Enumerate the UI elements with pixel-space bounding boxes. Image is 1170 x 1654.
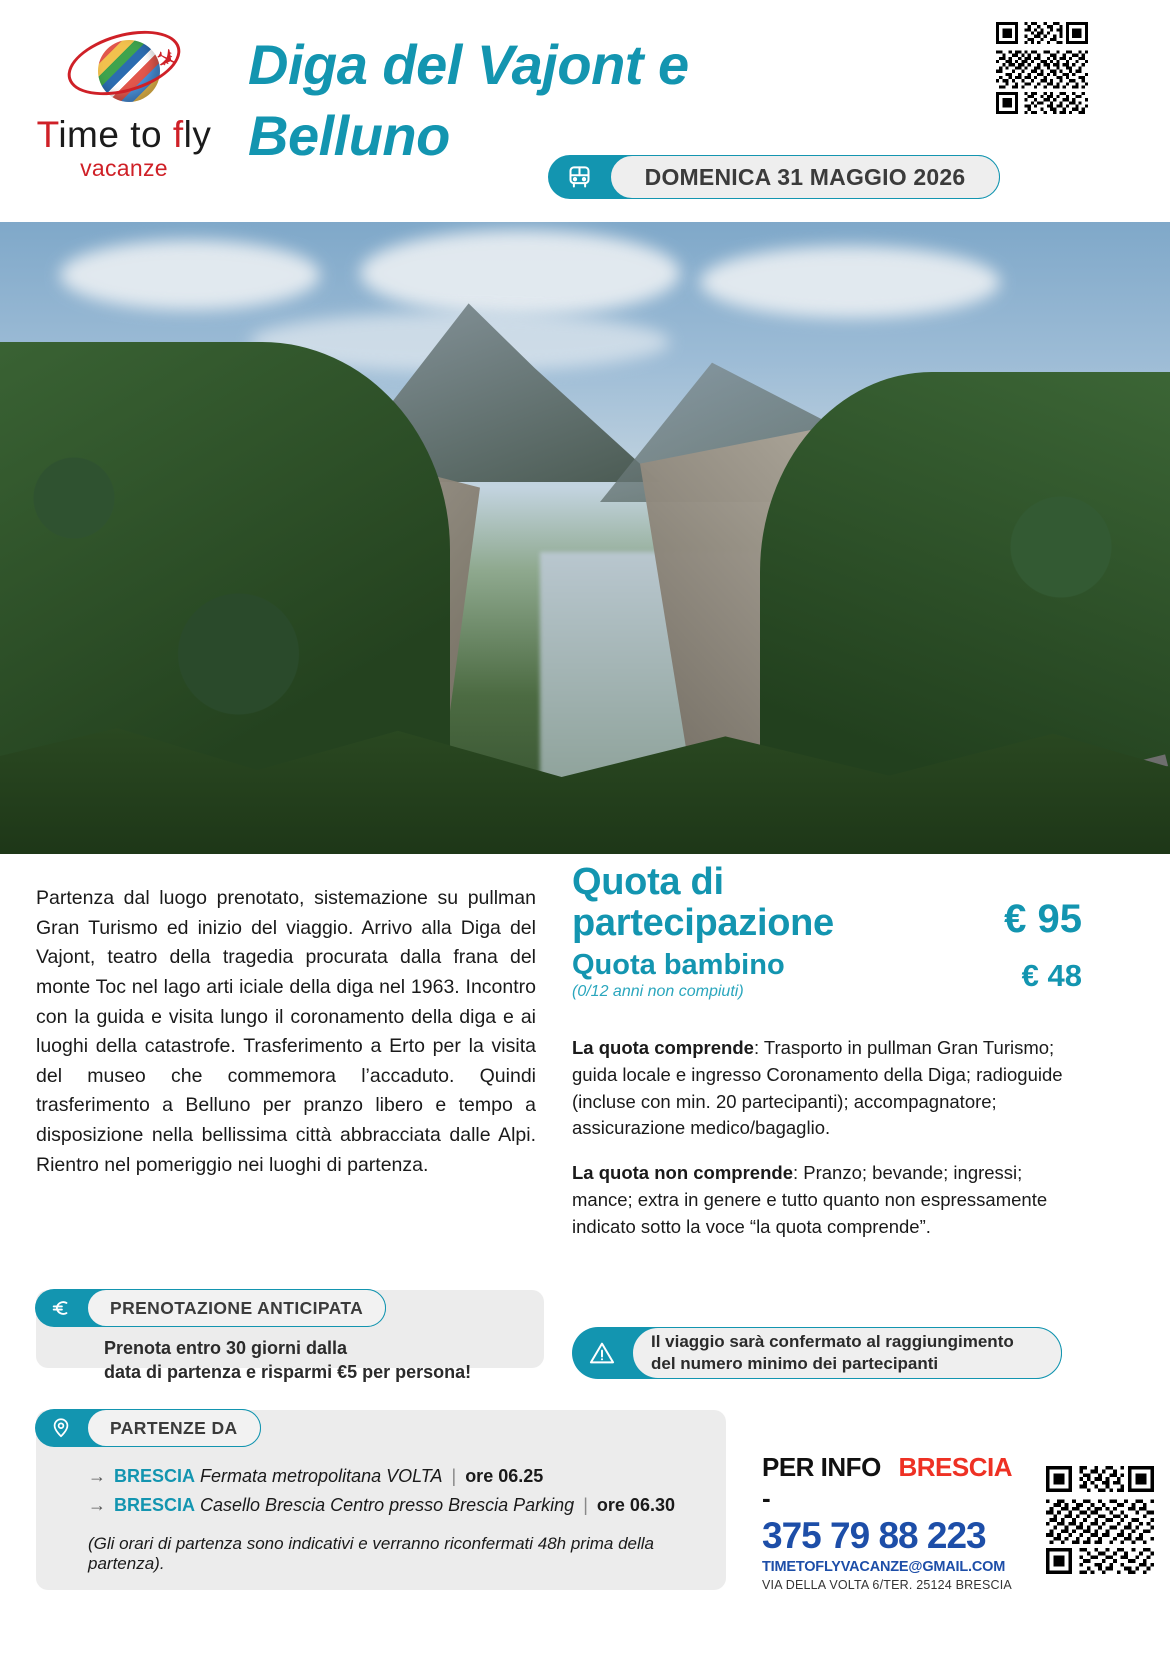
departure-time: ore 06.25 <box>465 1466 544 1486</box>
contact-email[interactable]: TIMETOFLYVACANZE@GMAIL.COM <box>762 1558 1006 1575</box>
confirmation-notice-line1: Il viaggio sarà confermato al raggiungimento <box>651 1331 1014 1351</box>
page-title-line1: Diga del Vajont e <box>248 33 689 96</box>
contact-phone[interactable]: 375 79 88 223 <box>762 1515 986 1556</box>
departures-list <box>36 1448 726 1574</box>
early-booking-line1: Prenota entro 30 giorni dalla <box>104 1338 348 1358</box>
location-pin-icon <box>35 1409 87 1447</box>
date-badge[interactable] <box>548 155 1000 199</box>
departures-note: (Gli orari di partenza sono indicativi e verranno riconfermati 48h prima della partenza). <box>88 1534 654 1574</box>
qr-code-top-icon[interactable] <box>996 22 1088 114</box>
bus-icon <box>548 155 610 199</box>
page-title-line2: Belluno <box>248 103 450 167</box>
early-booking-panel <box>36 1290 544 1383</box>
price-row-child <box>572 950 1082 1001</box>
contact-city: BRESCIA <box>898 1452 1012 1482</box>
departure-separator: | <box>583 1495 588 1516</box>
departure-separator: | <box>451 1466 457 1486</box>
early-booking-badge[interactable] <box>35 1289 386 1327</box>
price-label-adult: Quota di partecipazione <box>572 861 834 945</box>
arrow-icon: → <box>88 1466 106 1486</box>
departure-city: BRESCIA <box>114 1466 196 1486</box>
departure-city: BRESCIA <box>114 1495 196 1516</box>
qr-code-bottom-icon[interactable] <box>1046 1466 1154 1574</box>
inclusions-included-text: : Trasporto in pullman Gran Turismo; guida locale e ingresso Coronamento della Diga; radioguide (incluse con min. 20 partecipanti); accompagnatore; assicurazione medico/bagaglio. <box>572 1036 1063 1139</box>
inclusions-included-label: La quota comprende <box>572 1036 754 1058</box>
departures-panel <box>36 1410 726 1590</box>
arrow-icon: → <box>88 1495 106 1516</box>
early-booking-line2: data di partenza e risparmi €5 per persona! <box>104 1362 472 1383</box>
page-title <box>248 30 868 171</box>
header <box>0 0 1170 222</box>
brand-logo[interactable] <box>24 28 224 188</box>
contact-block <box>762 1452 1012 1592</box>
departures-badge[interactable] <box>35 1409 261 1447</box>
pricing-block <box>572 862 1082 1259</box>
globe-airplane-logo-icon: ✈ <box>64 28 184 114</box>
list-item <box>88 1491 726 1520</box>
brand-tagline: vacanze <box>80 155 168 181</box>
trip-description: Partenza dal luogo prenotato, sistemazione su pullman Gran Turismo ed inizio del viaggio. Arrivo alla Diga del Vajont, teatro della tragedia procurata dalla frana del monte Toc nel lago arti iciale della diga nel 1963. Incontro con la guida e visita lungo il coronamento della diga e ai luoghi della catastrofe. Trasferimento a Erto per la visita del museo che commemora l’accaduto. Quindi trasferimento a Belluno per pranzo libero e tempo a disposizione nella bellissima città abbracciata dalle Alpi. Rientro nel pomeriggio nei luoghi di partenza. <box>36 887 536 1176</box>
confirmation-notice-text <box>632 1327 1062 1379</box>
confirmation-notice-line2: del numero minimo dei partecipanti <box>651 1354 939 1373</box>
contact-address: VIA DELLA VOLTA 6/TER. 25124 BRESCIA <box>762 1577 1012 1592</box>
inclusions-included <box>572 1035 1082 1142</box>
brand-name: Time to fly <box>36 114 212 155</box>
euro-icon <box>35 1289 87 1327</box>
departure-place: Casello Brescia Centro presso Brescia Parking <box>200 1495 575 1516</box>
contact-per-info: PER INFO - <box>762 1452 881 1513</box>
price-value-child: € 48 <box>1021 958 1082 994</box>
hero-image <box>0 222 1170 854</box>
price-value-adult: € 95 <box>1004 897 1082 942</box>
departures-title: PARTENZE DA <box>87 1409 261 1447</box>
date-badge-text: DOMENICA 31 MAGGIO 2026 <box>610 155 1000 199</box>
departure-time: ore 06.30 <box>596 1495 675 1516</box>
inclusions-excluded <box>572 1160 1082 1240</box>
inclusions-excluded-label: La quota non comprende <box>572 1162 793 1184</box>
list-item <box>88 1462 726 1491</box>
inclusions-excluded-text: : Pranzo; bevande; ingressi; mance; extra in genere e tutto quanto non espressamente indicato sotto la voce “la quota comprende”. <box>572 1162 1048 1237</box>
confirmation-notice-badge[interactable] <box>572 1327 1062 1379</box>
contact-header <box>762 1452 1012 1514</box>
departure-place: Fermata metropolitana VOLTA <box>200 1466 443 1486</box>
price-row-adult <box>572 862 1082 944</box>
early-booking-title: PRENOTAZIONE ANTICIPATA <box>87 1289 386 1327</box>
warning-triangle-icon <box>572 1327 632 1379</box>
price-note-child: (0/12 anni non compiuti) <box>572 982 744 1000</box>
inclusions-block <box>572 1035 1082 1241</box>
early-booking-body <box>36 1328 544 1385</box>
price-label-child: Quota bambino <box>572 949 785 982</box>
